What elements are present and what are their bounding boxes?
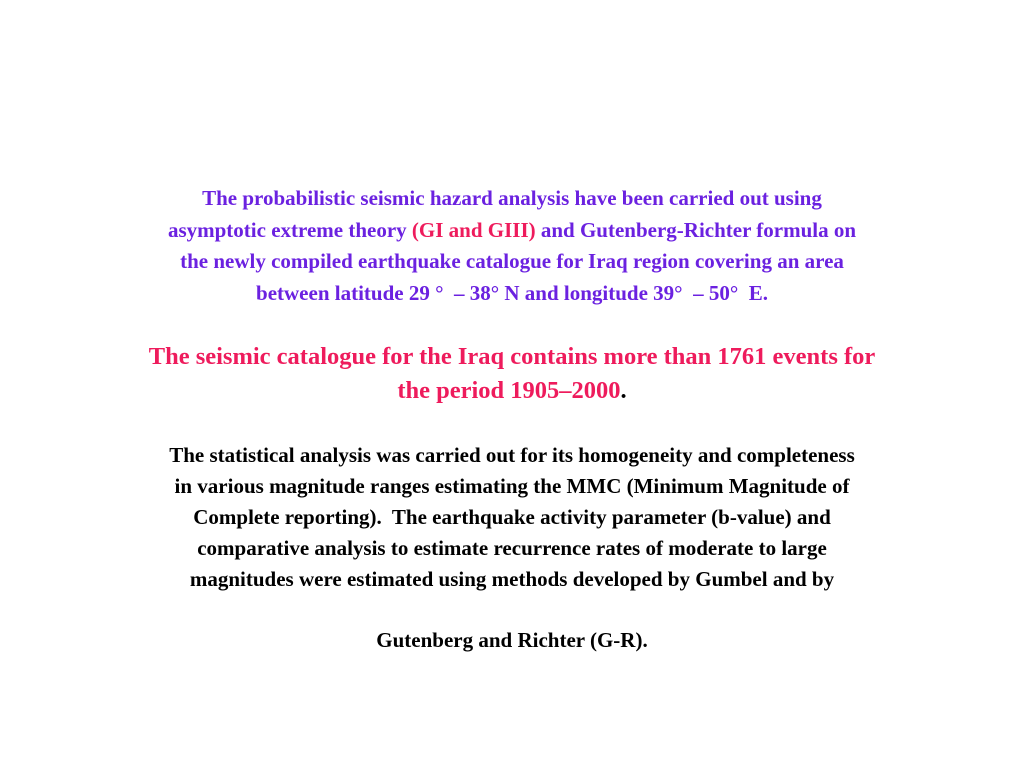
paragraph-line: magnitudes were estimated using methods developed by Gumbel and by — [189, 567, 835, 591]
paragraph-line: in various magnitude ranges estimating the MMC (Minimum Magnitude of — [174, 474, 850, 498]
paragraph-line: comparative analysis to estimate recurrence rates of moderate to large — [197, 536, 827, 560]
paragraph-text: and Gutenberg-Richter formula on — [535, 217, 857, 242]
paragraph-text: asymptotic extreme theory — [167, 217, 412, 242]
trailing-dot: . — [620, 377, 627, 404]
paragraph-line: Gutenberg and Richter (G-R). — [376, 628, 648, 652]
paragraph-line: The probabilistic seismic hazard analysis have been carried out using — [202, 186, 822, 210]
paragraph-line — [60, 374, 964, 408]
paragraph-line: the newly compiled earthquake catalogue for Iraq region covering an area — [180, 249, 844, 273]
hazard-analysis-paragraph — [60, 183, 964, 309]
paragraph-line: The seismic catalogue for the Iraq contains more than 1761 events for — [148, 343, 876, 370]
paragraph-text: the period 1905–2000 — [397, 377, 621, 404]
paragraph-line — [60, 215, 964, 247]
paragraph-line: Complete reporting). The earthquake activity parameter (b-value) and — [193, 505, 831, 529]
gutenberg-richter-line — [60, 625, 964, 656]
highlight-gi-giii: (GI and GIII) — [411, 217, 536, 242]
catalogue-paragraph — [60, 340, 964, 408]
paragraph-line: between latitude 29 ° – 38° N and longitude 39° – 50° E. — [256, 280, 768, 305]
paragraph-line: The statistical analysis was carried out for its homogeneity and completeness — [169, 443, 855, 467]
statistical-analysis-paragraph — [60, 440, 964, 595]
